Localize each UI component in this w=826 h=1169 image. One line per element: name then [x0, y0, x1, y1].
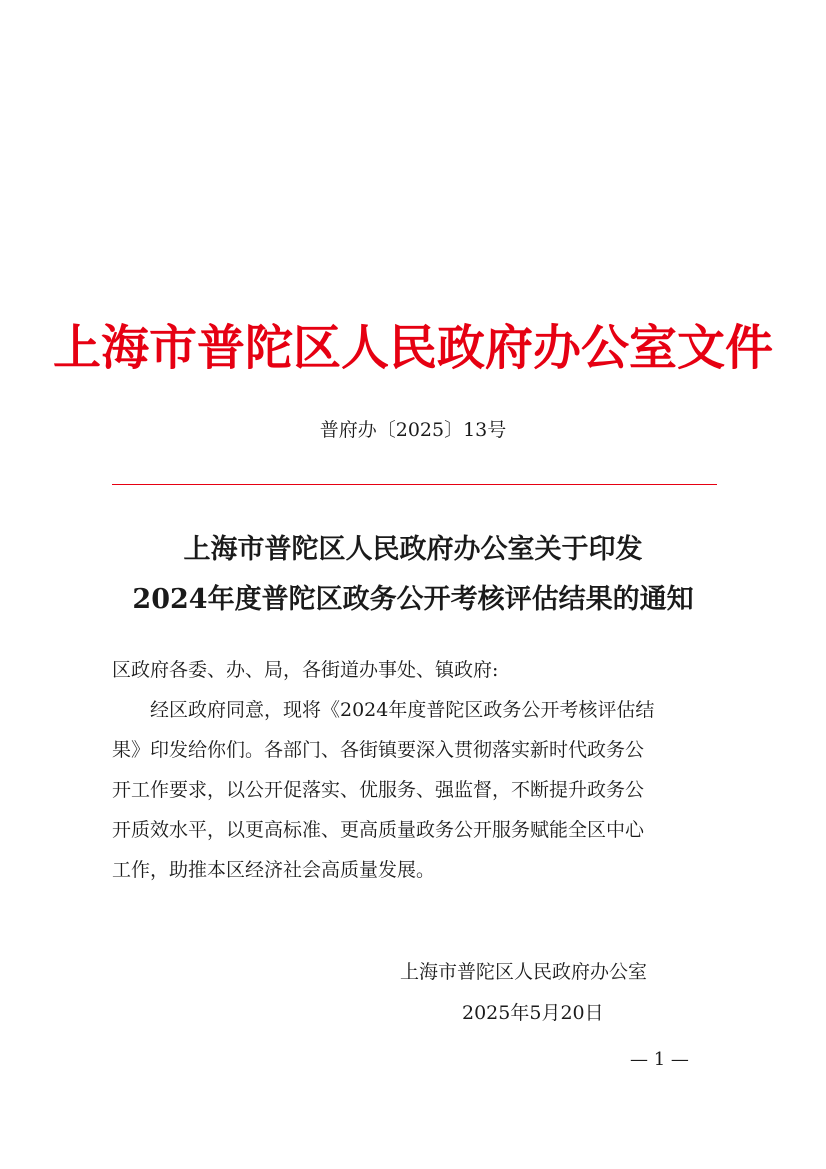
issuing-authority-signature: 上海市普陀区人民政府办公室: [400, 961, 648, 983]
document-title-line-2: 2024年度普陀区政务公开考核评估结果的通知: [132, 584, 694, 615]
document-masthead: 上海市普陀区人民政府办公室文件: [52, 320, 773, 376]
red-divider-line: [112, 484, 717, 485]
page-number: — 1 —: [630, 1049, 689, 1070]
body-line: 工作，助推本区经济社会高质量发展。: [112, 859, 436, 881]
document-title-line-1: 上海市普陀区人民政府办公室关于印发: [183, 534, 643, 565]
body-line: 开质效水平，以更高标准、更高质量政务公开服务赋能全区中心: [112, 819, 645, 841]
issue-date: 2025年5月20日: [462, 1002, 604, 1024]
document-number: 普府办〔2025〕13号: [319, 419, 507, 441]
body-line: 开工作要求，以公开促落实、优服务、强监督，不断提升政务公: [112, 779, 645, 801]
body-line: 经区政府同意，现将《2024年度普陀区政务公开考核评估结: [150, 699, 655, 721]
body-line: 果》印发给你们。各部门、各街镇要深入贯彻落实新时代政务公: [112, 739, 645, 761]
addressee: 区政府各委、办、局，各街道办事处、镇政府:: [112, 659, 499, 681]
